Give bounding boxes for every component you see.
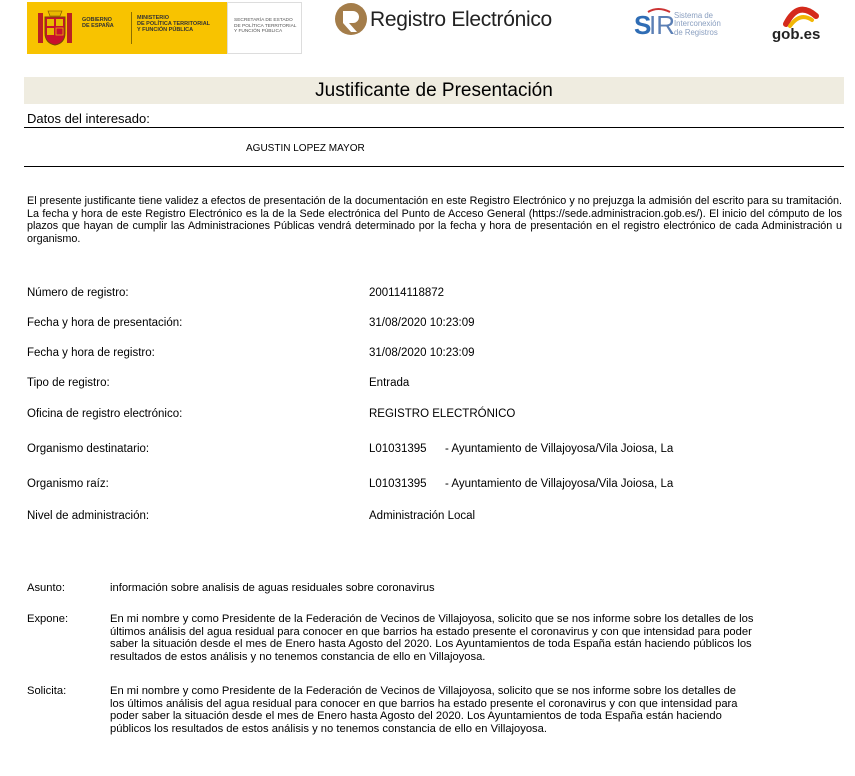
svg-text:IR: IR bbox=[649, 10, 675, 40]
solicita-value: En mi nombre y como Presidente de la Federación de Vecinos de Villajoyosa, solicito que se nos informe sobre los detalles de los últimos análisis del agua residual para conocer en que barrios ha estado presente el coronavirus y con que intensidad para poder saber la situación desde el mes de Enero hasta Agosto del 2020. Los Ayuntamientos de toda España están haciendo públicos los resultados de estos análisis y no tenemos constancia de ello en Villajoyosa. bbox=[110, 685, 738, 735]
divider-bottom bbox=[24, 166, 844, 167]
secretaria-text: SECRETARÍA DE ESTADO DE POLÍTICA TERRITORIAL Y FUNCIÓN PÚBLICA bbox=[234, 18, 297, 34]
ministerio-text: MINISTERIO DE POLÍTICA TERRITORIAL Y FUNCIÓN PÚBLICA bbox=[137, 15, 211, 33]
gobierno-logo bbox=[27, 2, 302, 54]
gob-es-text: gob.es bbox=[772, 26, 821, 43]
gob-swoosh-icon bbox=[784, 4, 818, 28]
organismo-name: - Ayuntamiento de Villajoyosa/Vila Joiosa, La bbox=[445, 478, 674, 490]
sir-text: Sistema de Interconexión de Registros bbox=[674, 11, 721, 37]
field-label: Organismo destinatario: bbox=[27, 443, 150, 455]
field-value: Entrada bbox=[369, 377, 410, 389]
gob-es-logo bbox=[770, 4, 830, 44]
field-label: Nivel de administración: bbox=[27, 510, 150, 522]
asunto-label: Asunto: bbox=[27, 582, 65, 594]
field-value: 31/08/2020 10:23:09 bbox=[369, 317, 475, 329]
svg-text:S: S bbox=[634, 10, 652, 40]
field-label: Tipo de registro: bbox=[27, 377, 110, 389]
gov-text: GOBIERNO DE ESPAÑA bbox=[82, 17, 114, 29]
field-value: 200114118872 bbox=[369, 287, 445, 299]
field-label: Oficina de registro electrónico: bbox=[27, 408, 183, 420]
field-value: 31/08/2020 10:23:09 bbox=[369, 347, 475, 359]
expone-label: Expone: bbox=[27, 613, 69, 625]
field-label: Fecha y hora de presentación: bbox=[27, 317, 183, 329]
coat-of-arms-icon bbox=[35, 7, 75, 49]
field-value: Administración Local bbox=[369, 510, 476, 522]
interested-party-name: AGUSTIN LOPEZ MAYOR bbox=[246, 143, 365, 154]
field-label: Número de registro: bbox=[27, 287, 129, 299]
asunto-value: información sobre analisis de aguas residuales sobre coronavirus bbox=[110, 582, 435, 594]
organismo-code: L01031395 bbox=[369, 443, 427, 455]
gov-yellow-panel bbox=[27, 2, 227, 54]
divider-top bbox=[24, 127, 844, 128]
secretaria-panel bbox=[227, 2, 302, 54]
section-label: Datos del interesado: bbox=[27, 111, 150, 126]
field-value-organismo bbox=[369, 478, 673, 490]
organismo-code: L01031395 bbox=[369, 478, 427, 490]
disclaimer-paragraph: El presente justificante tiene validez a efectos de presentación de la documentación en este Registro Electrónico y no prejuzga la admisión del escrito para su tramitación. La fecha y hora de este Registro Electrónico es la de la Sede electrónica del Punto de Acceso General (https://sede.administracion.gob.es/). El inicio del cómputo de los plazos que hayan de cumplir las Administraciones Públicas vendrá determinado por la fecha y hora de presentación en el registro electrónico de cada Administración u organismo. bbox=[27, 195, 842, 245]
field-label: Fecha y hora de registro: bbox=[27, 347, 155, 359]
field-value-organismo bbox=[369, 443, 673, 455]
expone-value: En mi nombre y como Presidente de la Federación de Vecinos de Villajoyosa, solicito que se nos informe sobre los detalles de los últimos análisis del agua residual para conocer en que barrios ha estado presente el coronavirus y con que intensidad para poder saber la situación desde el mes de Enero hasta Agosto del 2020. Los Ayuntamientos de toda España están haciendo públicos los resultados de estos análisis y no tenemos constancia de ello en Villajoyosa. bbox=[110, 613, 754, 663]
organismo-name: - Ayuntamiento de Villajoyosa/Vila Joiosa, La bbox=[445, 443, 674, 455]
registro-logo-icon bbox=[334, 2, 368, 36]
field-label: Organismo raíz: bbox=[27, 478, 109, 490]
field-value: REGISTRO ELECTRÓNICO bbox=[369, 408, 516, 420]
solicita-label: Solicita: bbox=[27, 685, 67, 697]
registro-title: Registro Electrónico bbox=[370, 8, 552, 31]
page-title: Justificante de Presentación bbox=[315, 80, 553, 101]
sir-logo-icon bbox=[634, 8, 675, 40]
